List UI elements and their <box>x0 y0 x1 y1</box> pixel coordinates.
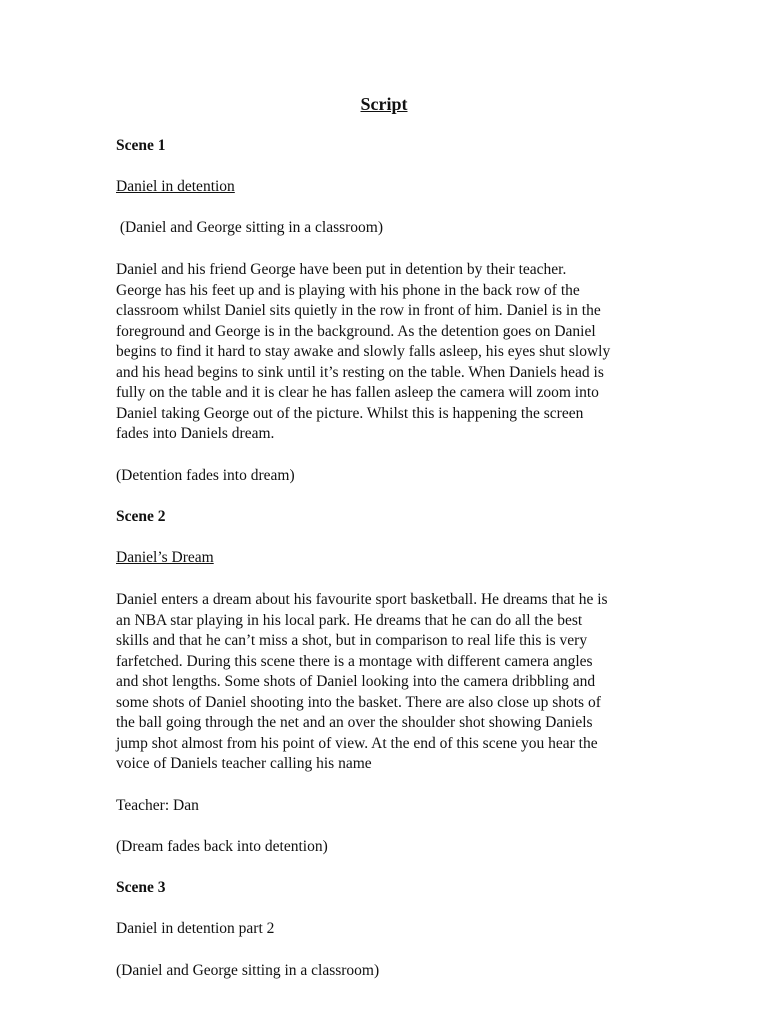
scene-2-paragraph-line: farfetched. During this scene there is a montage with different camera angles <box>116 652 593 670</box>
scene-2-paragraph <box>116 590 656 775</box>
scene-2-paragraph-line: jump shot almost from his point of view. At the end of this scene you hear the <box>116 734 598 752</box>
document-title: Script <box>360 94 408 114</box>
scene-1-stage-direction-close: (Detention fades into dream) <box>116 467 295 484</box>
scene-2-paragraph-line: voice of Daniels teacher calling his name <box>116 755 372 772</box>
scene-2-stage-direction-close: (Dream fades back into detention) <box>116 838 328 855</box>
scene-2-paragraph-line: Daniel enters a dream about his favourite sport basketball. He dreams that he is <box>116 591 608 608</box>
scene-1-subtitle: Daniel in detention <box>116 178 235 195</box>
scene-3-heading: Scene 3 <box>116 879 166 896</box>
scene-2-paragraph-line: the ball going through the net and an over the shoulder shot showing Daniels <box>116 714 593 731</box>
scene-1-paragraph <box>116 260 656 445</box>
scene-1-paragraph-line: begins to find it hard to stay awake and slowly falls asleep, his eyes shut slowly <box>116 343 611 360</box>
scene-1-paragraph-line: fully on the table and it is clear he has fallen asleep the camera will zoom into <box>116 384 599 401</box>
scene-1-paragraph-line: foreground and George is in the background. As the detention goes on Daniel <box>116 322 596 340</box>
scene-2-dialogue: Teacher: Dan <box>116 797 199 814</box>
scene-1-paragraph-line: and his head begins to sink until it’s resting on the table. When Daniels head is <box>116 363 604 381</box>
scene-2-paragraph-line: an NBA star playing in his local park. He dreams that he can do all the best <box>116 611 583 629</box>
scene-1-paragraph-line: George has his feet up and is playing with his phone in the back row of the <box>116 281 580 299</box>
scene-1-paragraph-line: fades into Daniels dream. <box>116 425 275 442</box>
scene-2-paragraph-line: and shot lengths. Some shots of Daniel looking into the camera dribbling and <box>116 673 596 690</box>
scene-1-paragraph-line: classroom whilst Daniel sits quietly in the row in front of him. Daniel is in the <box>116 302 601 319</box>
scene-2-subtitle: Daniel’s Dream <box>116 549 214 566</box>
scene-2-paragraph-line: some shots of Daniel shooting into the basket. There are also close up shots of <box>116 693 601 711</box>
scene-1-stage-direction-open: (Daniel and George sitting in a classroom) <box>116 219 384 236</box>
scene-1-paragraph-line: Daniel taking George out of the picture. Whilst this is happening the screen <box>116 404 584 422</box>
scene-3-subtitle: Daniel in detention part 2 <box>116 920 275 937</box>
scene-2-heading: Scene 2 <box>116 508 166 525</box>
scene-1-heading: Scene 1 <box>116 137 166 154</box>
scene-2-paragraph-line: skills and that he can’t miss a shot, but in comparison to real life this is very <box>116 632 588 649</box>
scene-3-stage-direction-open: (Daniel and George sitting in a classroom) <box>116 962 380 979</box>
scene-1-paragraph-line: Daniel and his friend George have been put in detention by their teacher. <box>116 261 567 278</box>
